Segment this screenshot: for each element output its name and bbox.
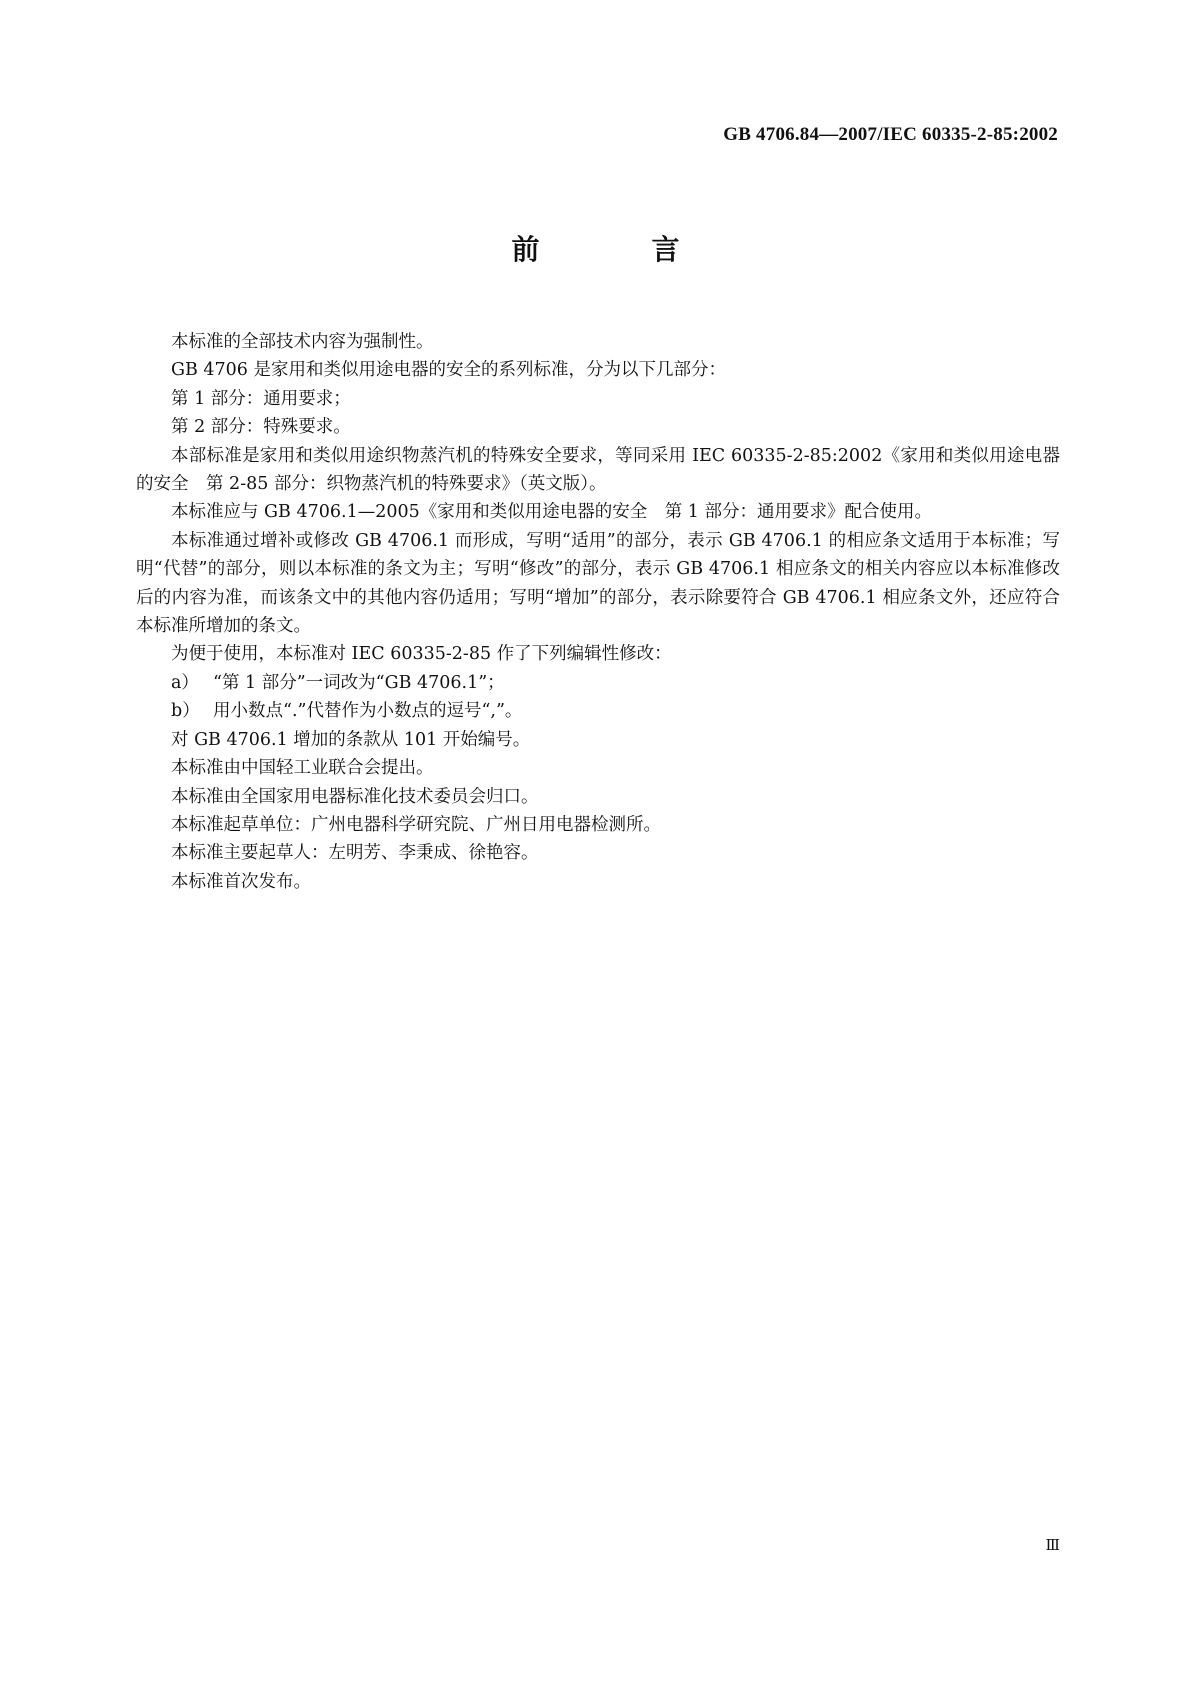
paragraph: 本标准由全国家用电器标准化技术委员会归口。 xyxy=(171,786,539,807)
foreword-body xyxy=(136,328,1060,896)
standard-code-header: GB 4706.84—2007/IEC 60335-2-85:2002 xyxy=(723,124,1058,145)
paragraph: 本标准主要起草人：左明芳、李秉成、徐艳容。 xyxy=(171,843,539,864)
paragraph: 对 GB 4706.1 增加的条款从 101 开始编号。 xyxy=(171,729,531,750)
paragraph: 本标准应与 GB 4706.1—2005《家用和类似用途电器的安全 第 1 部分：通用要求》配合使用。 xyxy=(171,502,932,523)
list-item xyxy=(136,669,1060,697)
page-number: Ⅲ xyxy=(1045,1538,1060,1554)
paragraph: 本标准首次发布。 xyxy=(171,871,311,892)
paragraph: 本标准的全部技术内容为强制性。 xyxy=(171,332,434,352)
paragraph: 本标准起草单位：广州电器科学研究院、广州日用电器检测所。 xyxy=(171,814,661,835)
paragraph: 第 2 部分：特殊要求。 xyxy=(171,417,351,438)
paragraph: 为便于使用，本标准对 IEC 60335-2-85 作了下列编辑性修改： xyxy=(171,644,672,665)
list-item-marker: a） xyxy=(171,672,199,693)
paragraph: 第 1 部分：通用要求； xyxy=(171,388,351,409)
paragraph: 本标准通过增补或修改 GB 4706.1 而形成，写明“适用”的部分，表示 GB 4706.1 的相应条文适用于本标准；写明“代替”的部分，则以本标准的条文为主；写明“修改”的部分，表示 GB 4706.1 相应条文的相关内容应以本标准修改后的内容为准，而该条文中的其他内容仍适用；写明“增加”的部分，表示除要符合 GB 4706.1 相应条文外，还应符合本标准所增加的条文。 xyxy=(136,530,1060,637)
list-item-marker: b） xyxy=(171,701,200,722)
paragraph: GB 4706 是家用和类似用途电器的安全的系列标准，分为以下几部分： xyxy=(171,360,726,381)
paragraph: 本标准由中国轻工业联合会提出。 xyxy=(171,758,434,779)
list-item-text: 用小数点“.”代替作为小数点的逗号“,”。 xyxy=(213,701,523,722)
list-item xyxy=(136,697,1060,725)
paragraph: 本部标准是家用和类似用途织物蒸汽机的特殊安全要求，等同采用 IEC 60335-2-85:2002《家用和类似用途电器的安全 第 2-85 部分：织物蒸汽机的特殊要求》（英文版）。 xyxy=(136,445,1060,495)
list-item-text: “第 1 部分”一词改为“GB 4706.1”； xyxy=(213,672,505,693)
page-title: 前 言 xyxy=(511,233,722,266)
